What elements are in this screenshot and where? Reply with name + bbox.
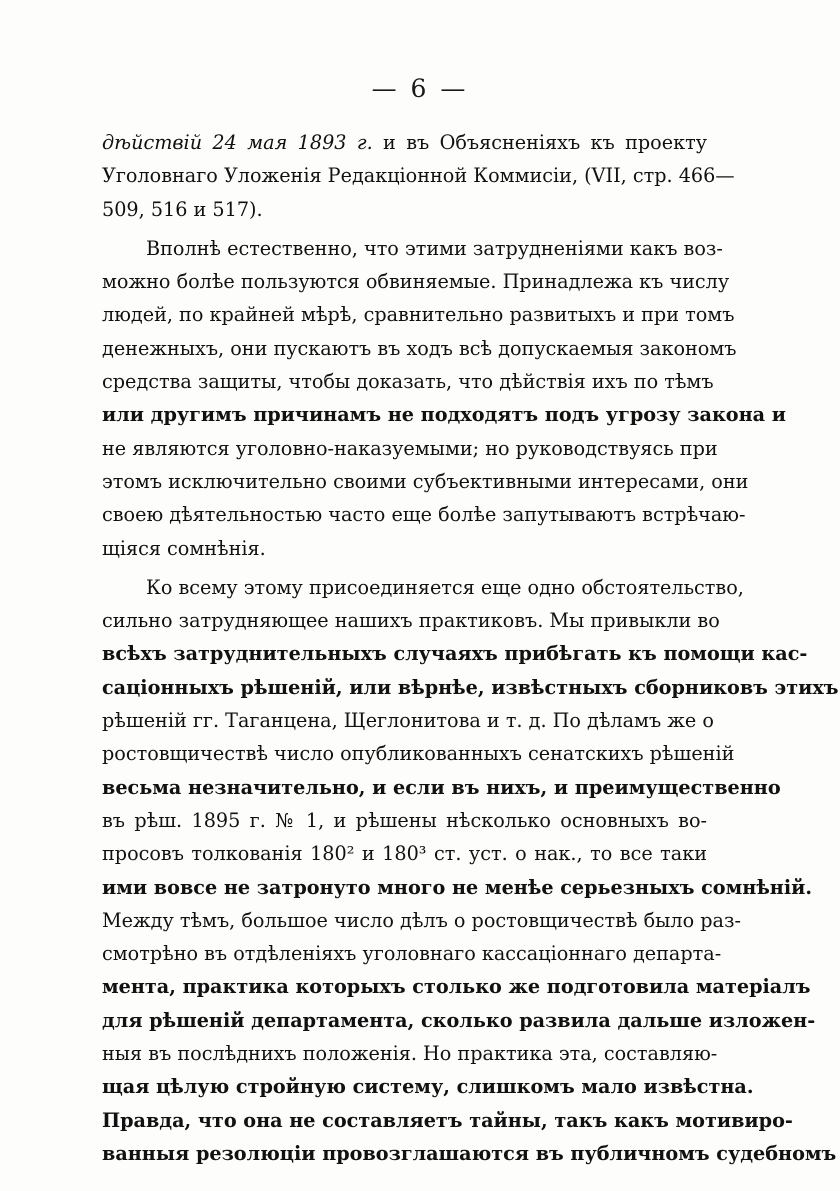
text-segment: или другимъ причинамъ не подходятъ подъ угрозу закона и <box>102 403 786 427</box>
text-segment: 509, 516 и 517). <box>102 197 263 221</box>
text-line <box>102 332 737 365</box>
text-line <box>102 465 749 498</box>
text-segment: своею дѣятельностью часто еще болѣе запутываютъ встрѣчаю- <box>102 503 746 527</box>
text-segment: щіяся сомнѣнія. <box>102 536 266 560</box>
text-line <box>102 970 811 1003</box>
text-line <box>102 126 707 159</box>
text-line <box>102 398 786 431</box>
text-segment: ныя въ послѣднихъ положенія. Но практика эта, составляю- <box>102 1042 718 1066</box>
text-line <box>102 232 723 265</box>
text-segment: денежныхъ, они пускаютъ въ ходъ всѣ допускаемыя закономъ <box>102 336 737 360</box>
text-line <box>102 937 722 970</box>
text-line <box>102 671 839 704</box>
text-line <box>102 871 813 904</box>
text-segment: въ рѣш. 1895 г. № 1, и рѣшены нѣсколько основныхъ во- <box>102 808 707 832</box>
text-segment: мента, практика которыхъ столько же подготовила матеріалъ <box>102 975 811 999</box>
page-number: — 6 — <box>371 74 469 103</box>
text-line <box>102 1070 754 1103</box>
text-line <box>102 265 730 298</box>
text-line <box>102 704 714 737</box>
text-line <box>102 1137 837 1170</box>
text-line <box>102 571 744 604</box>
text-segment: Ко всему этому присоединяется еще одно обстоятельство, <box>146 575 744 599</box>
text-segment: для рѣшеній департамента, сколько развила дальше изложен- <box>102 1008 816 1032</box>
text-line <box>102 432 718 465</box>
text-segment: не являются уголовно-наказуемыми; но руководствуясь при <box>102 436 718 460</box>
text-segment: ванныя резолюціи провозглашаются въ публичномъ судебномъ <box>102 1141 837 1165</box>
text-line <box>102 298 735 331</box>
text-line <box>102 532 707 565</box>
text-line <box>102 737 735 770</box>
text-line <box>102 159 735 192</box>
body-text <box>102 126 839 1170</box>
text-segment: просовъ толкованія 180² и 180³ ст. уст. о нак., то все таки <box>102 842 707 866</box>
text-segment: средства защиты, чтобы доказать, что дѣйствія ихъ по тѣмъ <box>102 370 714 394</box>
text-line <box>102 365 714 398</box>
text-segment: Правда, что она не составляетъ тайны, такъ какъ мотивиро- <box>102 1108 793 1132</box>
text-segment: дѣйствій 24 мая 1893 г. <box>102 131 373 154</box>
text-segment: сильно затрудняющее нашихъ практиковъ. Мы привыкли во <box>102 609 720 633</box>
text-line <box>102 1004 816 1037</box>
text-line <box>102 637 808 670</box>
text-segment: можно болѣе пользуются обвиняемые. Принадлежа къ числу <box>102 270 730 294</box>
text-segment: и въ Объясненіяхъ къ проекту <box>372 131 707 154</box>
text-line <box>102 904 741 937</box>
text-segment: Вполнѣ естественно, что этими затрудненіями какъ воз- <box>146 236 723 260</box>
text-segment: смотрѣно въ отдѣленіяхъ уголовнаго кассаціоннаго департа- <box>102 942 722 966</box>
text-segment: всѣхъ затруднительныхъ случаяхъ прибѣгать къ помощи кас- <box>102 642 808 666</box>
text-line <box>102 193 707 226</box>
text-segment: людей, по крайней мѣрѣ, сравнительно развитыхъ и при томъ <box>102 303 735 327</box>
text-line <box>102 771 781 804</box>
text-line <box>102 1104 793 1137</box>
text-segment: Уголовнаго Уложенія Редакціонной Коммисіи, (VII, стр. 466— <box>102 164 735 188</box>
text-segment: этомъ исключительно своими субъективными интересами, они <box>102 469 749 493</box>
text-line <box>102 804 707 837</box>
text-segment: ростовщичествѣ число опубликованныхъ сенатскихъ рѣшеній <box>102 742 735 766</box>
text-segment: весьма незначительно, и если въ нихъ, и преимущественно <box>102 775 781 799</box>
text-segment: ими вовсе не затронуто много не менѣе серьезныхъ сомнѣній. <box>102 875 813 899</box>
text-segment: саціонныхъ рѣшеній, или вѣрнѣе, извѣстныхъ сборниковъ этихъ <box>102 675 839 699</box>
text-line <box>102 498 746 531</box>
text-segment: рѣшеній гг. Таганцена, Щеглонитова и т. д. По дѣламъ же о <box>102 709 714 733</box>
text-line <box>102 837 707 870</box>
text-segment: Между тѣмъ, большое число дѣлъ о ростовщичествѣ было раз- <box>102 908 741 932</box>
text-line <box>102 604 720 637</box>
text-segment: щая цѣлую стройную систему, слишкомъ мало извѣстна. <box>102 1075 754 1099</box>
text-line <box>102 1037 718 1070</box>
